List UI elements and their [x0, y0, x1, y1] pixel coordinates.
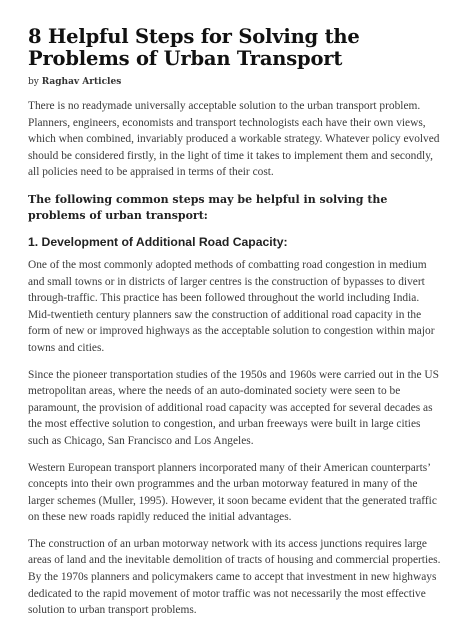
section-heading-road-capacity: 1. Development of Additional Road Capacity: — [28, 234, 288, 249]
body-paragraph: Western European transport planners incorporated many of their American counterparts’ concepts into their own programmes and the urban motorway featured in many of the larger schemes (Muller, 1995). However, it soon became evident that the generated traffic on these new roads rapidly reduced the initial advantages. — [28, 461, 437, 524]
steps-subheading: The following common steps may be helpful in solving the problems of urban transport: — [28, 192, 388, 223]
byline-prefix: by — [28, 77, 42, 87]
article-title: 8 Helpful Steps for Solving the Problems of Urban Transport — [28, 25, 360, 70]
byline — [28, 77, 444, 87]
article — [28, 26, 444, 619]
body-paragraph: The construction of an urban motorway network with its access junctions requires large areas of land and the inevitable demolition of tracts of housing and commercial properties. By the 1970s planners and policymakers came to accept that investment in new highways dedicated to the rapid movement of motor traffic was not necessarily the most effective solution to urban transport problems. — [28, 537, 441, 617]
intro-paragraph: There is no readymade universally acceptable solution to the urban transport problem. Planners, engineers, economists and transport technologists each have their own views, which when combined, invariably produced a workable strategy. Whatever policy evolved should be considered firstly, in the light of time it takes to implement them and secondly, all policies need to be appraised in terms of their cost. — [28, 100, 440, 179]
author-name: Raghav Articles — [41, 77, 122, 87]
body-paragraph: One of the most commonly adopted methods of combatting road congestion in medium and small towns or in districts of larger centres is the construction of bypasses to divert through-traffic. This practice has been followed throughout the world including India. Mid-twentieth century planners saw the construction of additional road capacity in the form of new or improved highways as the acceptable solution to congestion within major towns and cities. — [28, 258, 435, 354]
body-paragraph: Since the pioneer transportation studies of the 1950s and 1960s were carried out in the US metropolitan areas, where the needs of an auto-dominated society were seen to be paramount, the provision of additional road capacity was accepted for several decades as the most effective solution to congestion, and urban freeways were built in large cities such as Chicago, San Francisco and Los Angeles. — [28, 368, 439, 447]
